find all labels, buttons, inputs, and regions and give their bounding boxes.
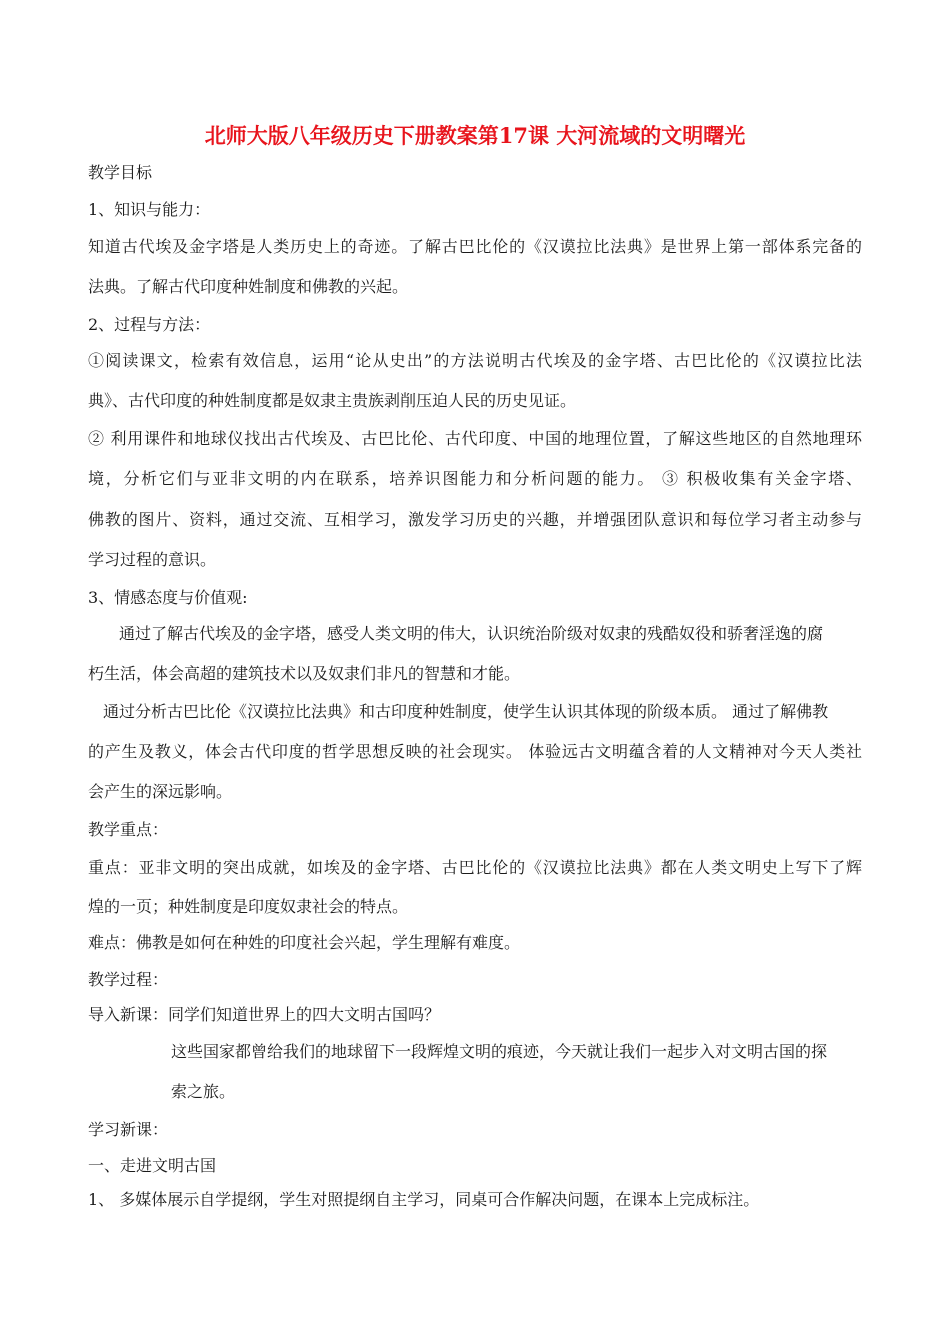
document-title: 北师大版八年级历史下册教案第17课 大河流域的文明曙光 xyxy=(204,123,746,148)
body-line: 朽生活，体会高超的建筑技术以及奴隶们非凡的智慧和才能。 xyxy=(88,664,521,683)
body-line: 学习新课： xyxy=(88,1120,169,1139)
body-line: 佛教的图片、资料，通过交流、互相学习，激发学习历史的兴趣，并增强团队意识和每位学习者主动参与 xyxy=(88,510,862,529)
body-line: ①阅读课文，检索有效信息，运用“论从史出”的方法说明古代埃及的金字塔、古巴比伦的《汉谟拉比法 xyxy=(88,351,862,370)
body-line: 一、走进文明古国 xyxy=(88,1156,217,1175)
body-line: 导入新课：同学们知道世界上的四大文明古国吗？ xyxy=(88,1005,441,1024)
body-line: 教学过程： xyxy=(88,970,169,989)
body-line: 1、 多媒体展示自学提纲，学生对照提纲自主学习，同桌可合作解决问题，在课本上完成标注。 xyxy=(88,1190,760,1209)
body-line: 这些国家都曾给我们的地球留下一段辉煌文明的痕迹，今天就让我们一起步入对文明古国的探 xyxy=(171,1042,828,1061)
body-line: 境，分析它们与亚非文明的内在联系，培养识图能力和分析问题的能力。 ③ 积极收集有关金字塔、 xyxy=(88,469,862,488)
body-line: 难点：佛教是如何在种姓的印度社会兴起，学生理解有难度。 xyxy=(88,933,521,952)
body-line: 法典。了解古代印度种姓制度和佛教的兴起。 xyxy=(88,277,409,296)
body-line: 1、知识与能力： xyxy=(88,200,211,219)
body-line: 学习过程的意识。 xyxy=(88,550,217,569)
body-line: 知道古代埃及金字塔是人类历史上的奇迹。了解古巴比伦的《汉谟拉比法典》是世界上第一部体系完备的 xyxy=(88,237,862,256)
body-line: 煌的一页；种姓制度是印度奴隶社会的特点。 xyxy=(88,897,409,916)
body-line: 2、过程与方法： xyxy=(88,315,211,334)
body-line: 的产生及教义，体会古代印度的哲学思想反映的社会现实。 体验远古文明蕴含着的人文精神对今天人类社 xyxy=(88,742,862,761)
body-line: 教学目标 xyxy=(88,163,153,182)
body-line: 通过了解古代埃及的金字塔，感受人类文明的伟大，认识统治阶级对奴隶的残酷奴役和骄奢淫逸的腐 xyxy=(119,624,824,643)
body-line: 通过分析古巴比伦《汉谟拉比法典》和古印度种姓制度，使学生认识其体现的阶级本质。 通过了解佛教 xyxy=(103,702,829,721)
body-line: 典》、古代印度的种姓制度都是奴隶主贵族剥削压迫人民的历史见证。 xyxy=(88,391,577,410)
body-line: 会产生的深远影响。 xyxy=(88,782,233,801)
body-line: ② 利用课件和地球仪找出古代埃及、古巴比伦、古代印度、中国的地理位置，了解这些地区的自然地理环 xyxy=(88,429,862,448)
body-line: 索之旅。 xyxy=(171,1082,236,1101)
body-line: 3、情感态度与价值观: xyxy=(88,588,248,607)
body-line: 教学重点： xyxy=(88,820,169,839)
body-line: 重点：亚非文明的突出成就，如埃及的金字塔、古巴比伦的《汉谟拉比法典》都在人类文明史上写下了辉 xyxy=(88,858,862,877)
